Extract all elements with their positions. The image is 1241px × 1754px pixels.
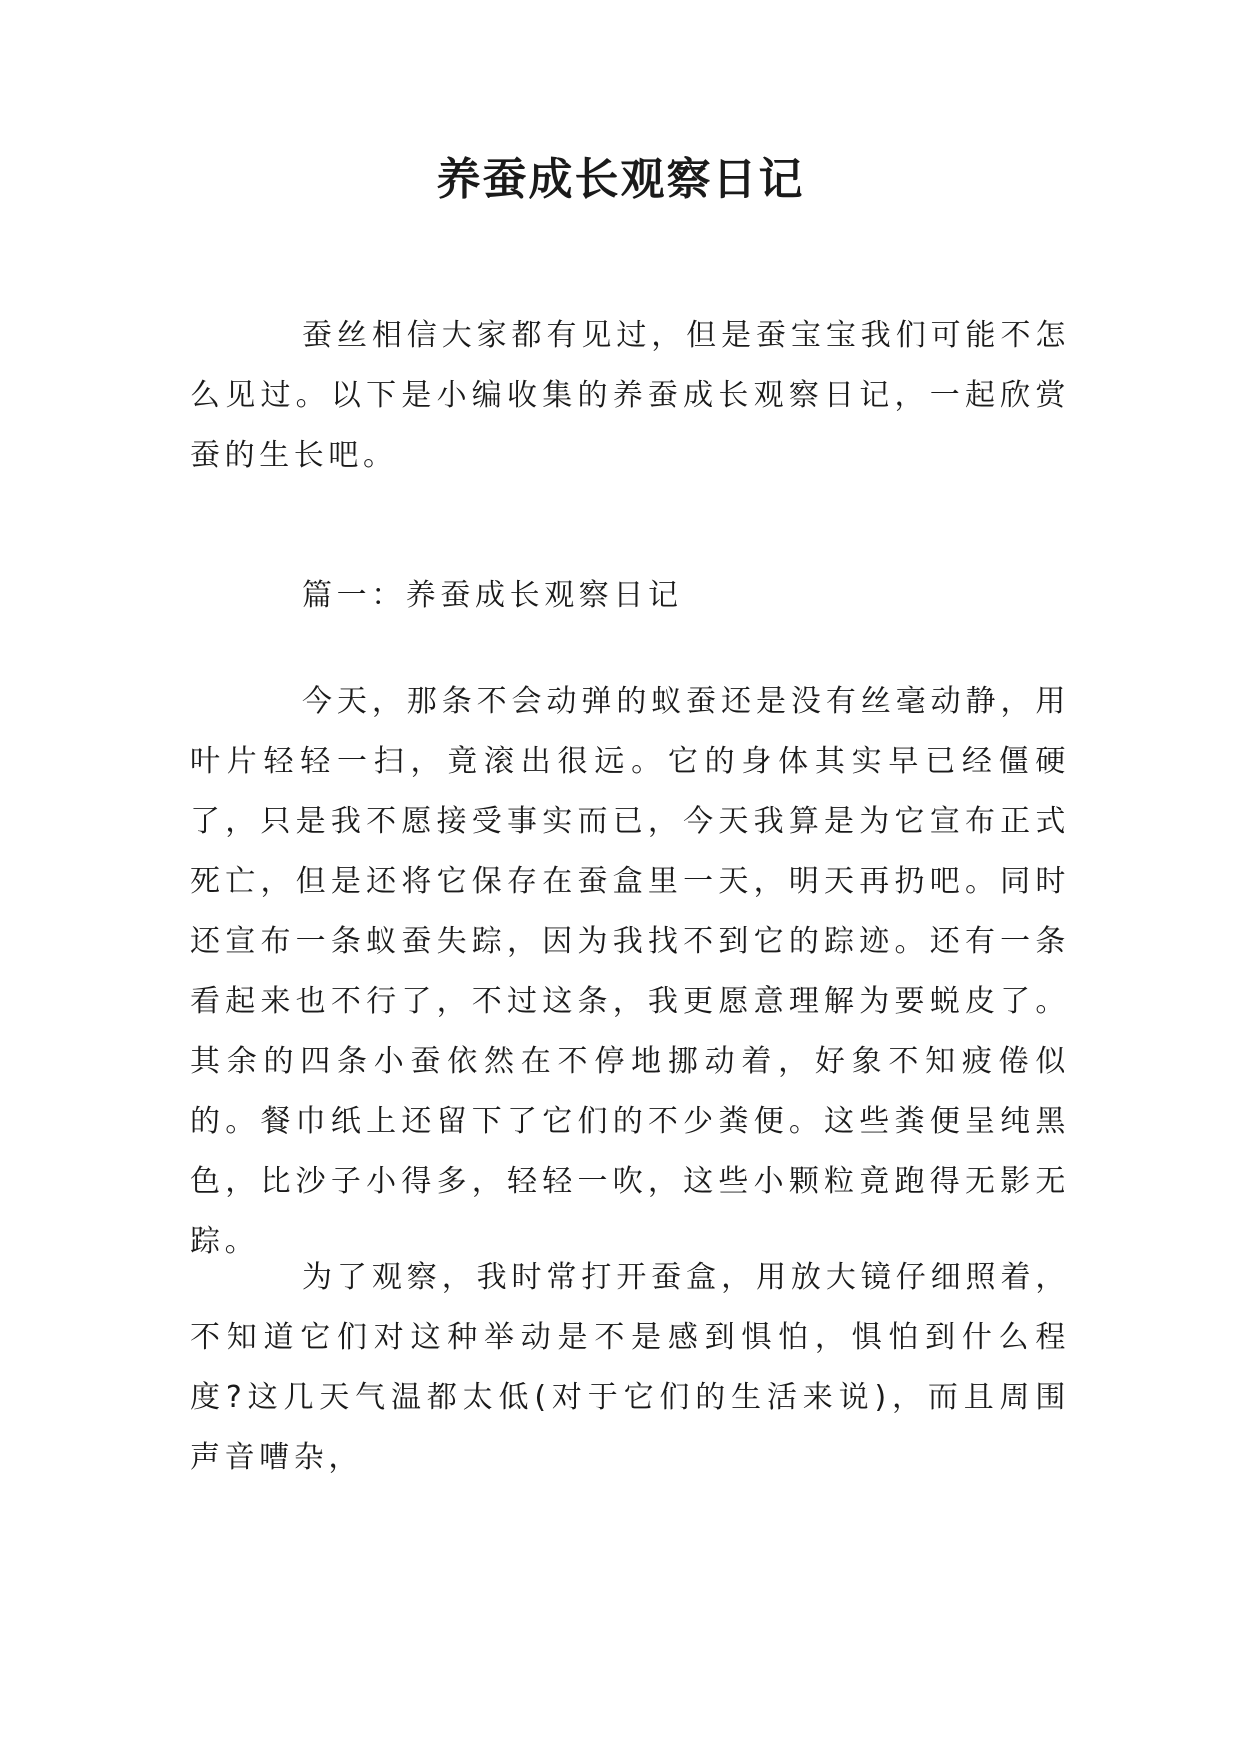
document-title: 养蚕成长观察日记: [436, 154, 805, 205]
section-heading: 篇一：养蚕成长观察日记: [302, 578, 683, 613]
body-paragraph-2: 为了观察，我时常打开蚕盒，用放大镜仔细照着，不知道它们对这种举动是不是感到惧怕，惧怕到什么程度?这几天气温都太低(对于它们的生活来说)，而且周围声音嘈杂，: [190, 1260, 1070, 1475]
intro-paragraph: 蚕丝相信大家都有见过，但是蚕宝宝我们可能不怎么见过。以下是小编收集的养蚕成长观察日记，一起欣赏蚕的生长吧。: [190, 318, 1070, 473]
body-paragraph-1: 今天，那条不会动弹的蚁蚕还是没有丝毫动静，用叶片轻轻一扫，竟滚出很远。它的身体其实早已经僵硬了，只是我不愿接受事实而已，今天我算是为它宣布正式死亡，但是还将它保存在蚕盒里一天，明天再扔吧。同时还宣布一条蚁蚕失踪，因为我找不到它的踪迹。还有一条看起来也不行了，不过这条，我更愿意理解为要蜕皮了。 其余的四条小蚕依然在不停地挪动着，好象不知疲倦似的。餐巾纸上还留下了它们的不少粪便。这些粪便呈纯黑色，比沙子小得多，轻轻一吹，这些小颗粒竟跑得无影无踪。: [190, 684, 1070, 1259]
